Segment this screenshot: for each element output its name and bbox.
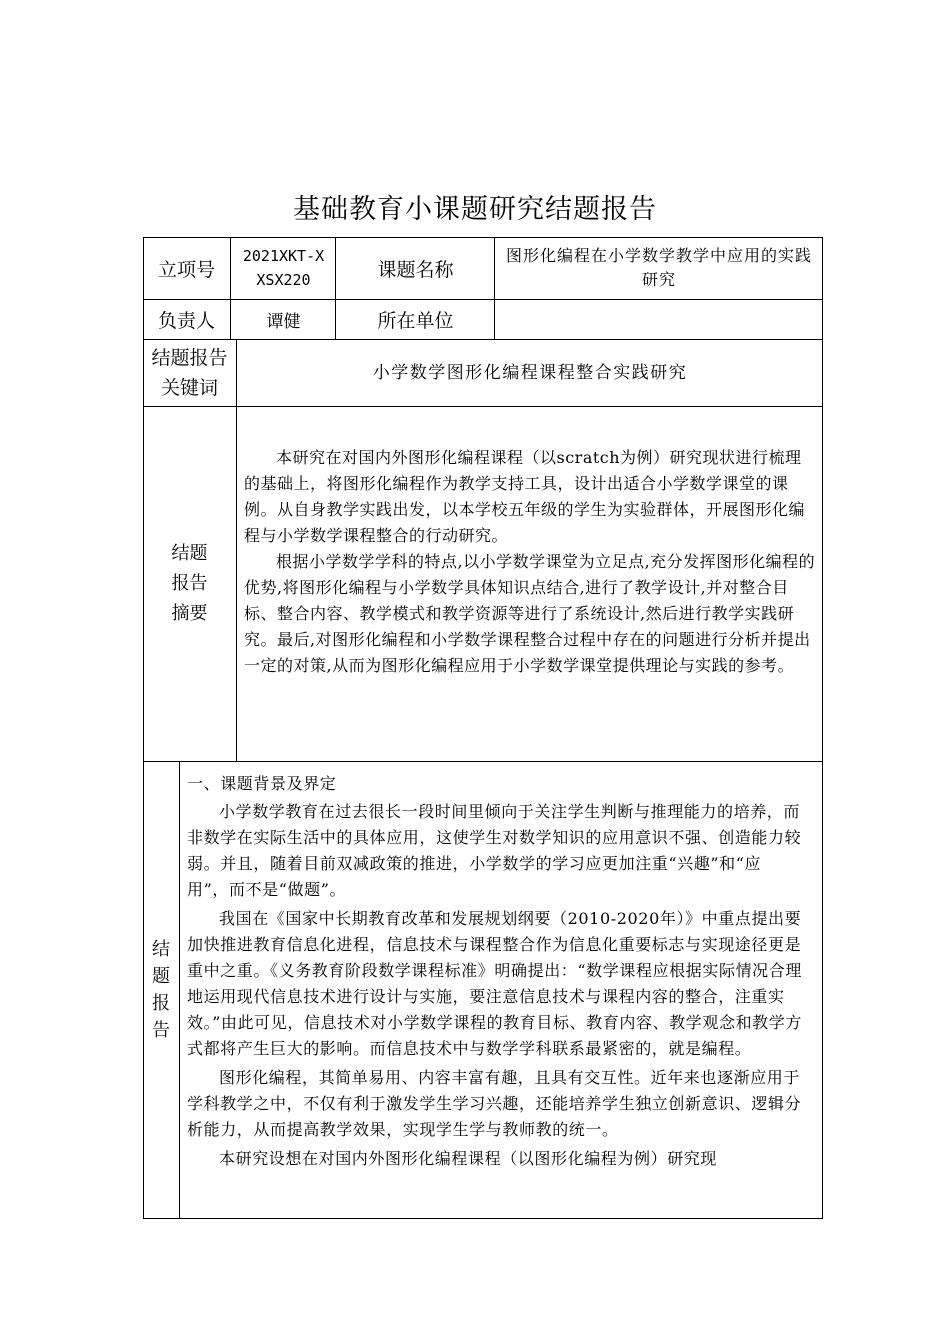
abstract-label-line1: 结题	[171, 542, 208, 564]
report-paragraph-1: 小学数学教育在过去很长一段时间里倾向于关注学生判断与推理能力的培养，而非数学在实际生活中的具体应用，这使学生对数学知识的应用意识不强、创造能力较弱。并且，随着目前双减政策的推进，小学数学的学习应更加注重“兴趣”和“应用”，而不是“做题”。	[187, 802, 802, 899]
table-col-label	[236, 339, 237, 761]
report-paragraph-2: 我国在《国家中长期教育改革和发展规划纲要（2010-2020年）》中重点提出要加快推进教育信息化进程，信息技术与课程整合作为信息化重要标志与实现途径更是重中之重。《义务教育阶段数学课程标准》明确提出：“数学课程应根据实际情况合理地运用现代信息技术进行设计与实施，要注意信息技术与课程内容的整合，注重实效。”由此可见，信息技术对小学数学课程的教育目标、教育内容、教学观念和教学方式都将产生巨大的影响。而信息技术中与数学学科联系最紧密的，就是编程。	[187, 909, 802, 1058]
unit-value	[496, 299, 822, 339]
keywords-label-line2: 关键词	[160, 376, 218, 399]
table-border-bottom	[143, 1218, 823, 1219]
abstract-label-line2: 报告	[171, 572, 208, 594]
unit-label: 所在单位	[377, 309, 454, 332]
abstract-paragraph-2: 根据小学数学学科的特点,以小学数学课堂为立足点,充分发挥图形化编程的优势,将图形化编程与小学数学具体知识点结合,进行了教学设计,并对整合目标、整合内容、教学模式和教学资源等进行了系统设计,然后进行教学实践研究。最后,对图形化编程和小学数学课程整合过程中存在的问题进行分析并提出一定的对策,从而为图形化编程应用于小学数学课堂提供理论与实践的参考。	[244, 552, 816, 675]
table-rule-3	[143, 406, 823, 407]
report-paragraph-3: 图形化编程，其简单易用、内容丰富有趣，且具有交互性。近年来也逐渐应用于学科教学之中，不仅有利于激发学生学习兴趣，还能培养学生独立创新意识、逻辑分析能力，从而提高教学效果，实现学生学与教师教的统一。	[187, 1068, 802, 1139]
topic-text: 图形化编程在小学数学教学中应用的实践研究	[505, 246, 812, 289]
table-col-report	[179, 761, 180, 1218]
report-label-char-3: 报	[152, 992, 170, 1014]
keywords-value: 小学数学图形化编程课程整合实践研究	[372, 362, 688, 383]
report-section-heading: 一、课题背景及界定	[187, 774, 337, 793]
page-title: 基础教育小课题研究结题报告	[293, 194, 657, 225]
abstract-paragraph-1: 本研究在对国内外图形化编程课程（以scratch为例）研究现状进行梳理的基础上，将图形化编程作为教学支持工具，设计出适合小学数学课堂的课例。从自身教学实践出发，以本学校五年级的学生为实验群体，开展图形化编程与小学数学课程整合的行动研究。	[244, 448, 806, 545]
table-rule-4	[143, 761, 823, 762]
report-paragraph-4: 本研究设想在对国内外图形化编程课程（以图形化编程为例）研究现	[219, 1149, 718, 1168]
report-label-char-1: 结	[152, 938, 170, 960]
table-col-1	[230, 237, 231, 339]
abstract-body	[244, 445, 816, 679]
abstract-label	[143, 406, 236, 761]
table-border-right	[822, 237, 823, 1218]
table-col-2	[335, 237, 336, 339]
keywords-label-line1: 结题报告	[151, 346, 228, 369]
project-no-label: 立项号	[157, 258, 215, 281]
leader-label: 负责人	[157, 309, 215, 332]
abstract-label-line3: 摘要	[171, 602, 208, 624]
report-label-char-2: 题	[152, 965, 170, 987]
table-col-3	[494, 237, 495, 339]
report-body	[187, 771, 803, 1217]
project-no-text: 2021XKT-XXSX220	[242, 247, 325, 289]
leader-value: 谭健	[266, 311, 301, 332]
topic-value	[496, 237, 822, 299]
report-label-char-4: 告	[152, 1019, 170, 1041]
topic-label: 课题名称	[377, 258, 454, 281]
keywords-label	[143, 339, 236, 406]
project-no-value	[232, 237, 335, 299]
report-label	[143, 761, 179, 1218]
